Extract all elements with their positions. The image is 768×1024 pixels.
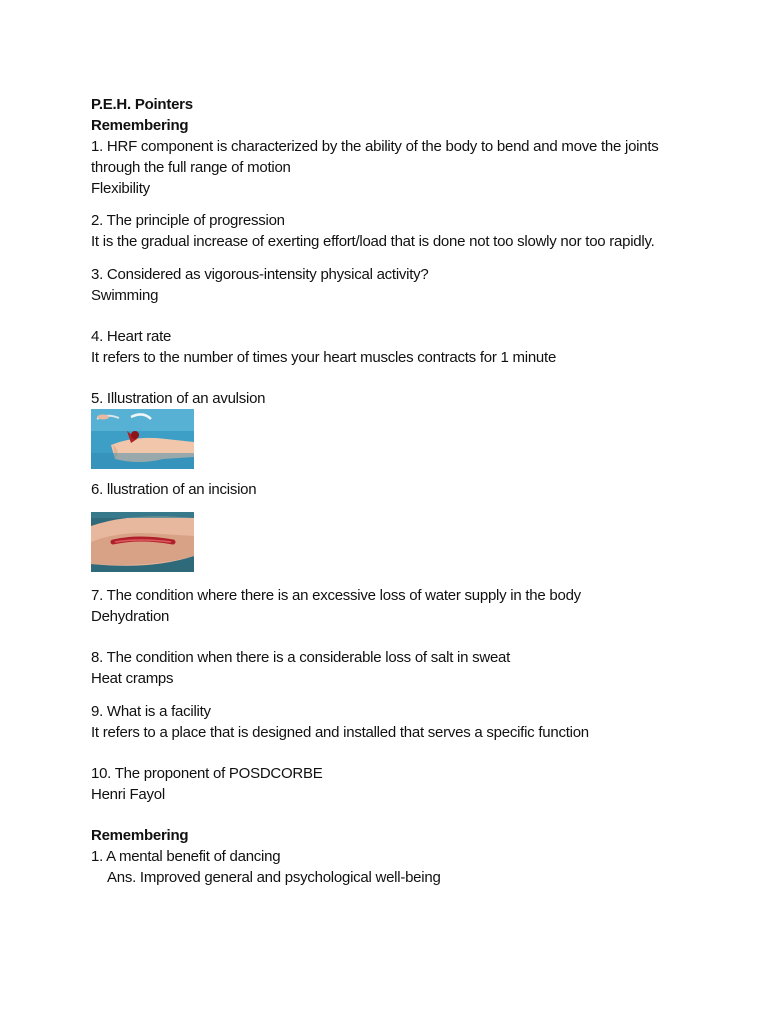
question-1-continued: through the full range of motion [91, 159, 291, 176]
document-title: P.E.H. Pointers [91, 96, 193, 113]
question-1: 1. HRF component is characterized by the ability of the body to bend and move the joints [91, 138, 659, 155]
incision-photo [91, 512, 194, 572]
answer-8: Heat cramps [91, 670, 174, 687]
section2-question-1: 1. A mental benefit of dancing [91, 848, 281, 865]
question-5: 5. Illustration of an avulsion [91, 390, 266, 407]
answer-2: It is the gradual increase of exerting effort/load that is done not too slowly nor too rapidly. [91, 233, 655, 250]
section-heading-2: Remembering [91, 827, 189, 844]
section2-answer-1: Ans. Improved general and psychological well-being [107, 869, 441, 886]
question-6: 6. llustration of an incision [91, 481, 257, 498]
question-2: 2. The principle of progression [91, 212, 285, 229]
answer-4: It refers to the number of times your heart muscles contracts for 1 minute [91, 349, 557, 366]
answer-10: Henri Fayol [91, 786, 165, 803]
answer-9: It refers to a place that is designed and installed that serves a specific function [91, 724, 589, 741]
question-8: 8. The condition when there is a considerable loss of salt in sweat [91, 649, 511, 666]
question-9: 9. What is a facility [91, 703, 211, 720]
question-3: 3. Considered as vigorous-intensity physical activity? [91, 266, 429, 283]
answer-3: Swimming [91, 287, 159, 304]
avulsion-photo [91, 409, 194, 469]
section-heading: Remembering [91, 117, 189, 134]
answer-1: Flexibility [91, 180, 150, 197]
question-10: 10. The proponent of POSDCORBE [91, 765, 323, 782]
question-7: 7. The condition where there is an excessive loss of water supply in the body [91, 587, 581, 604]
question-4: 4. Heart rate [91, 328, 172, 345]
answer-7: Dehydration [91, 608, 170, 625]
